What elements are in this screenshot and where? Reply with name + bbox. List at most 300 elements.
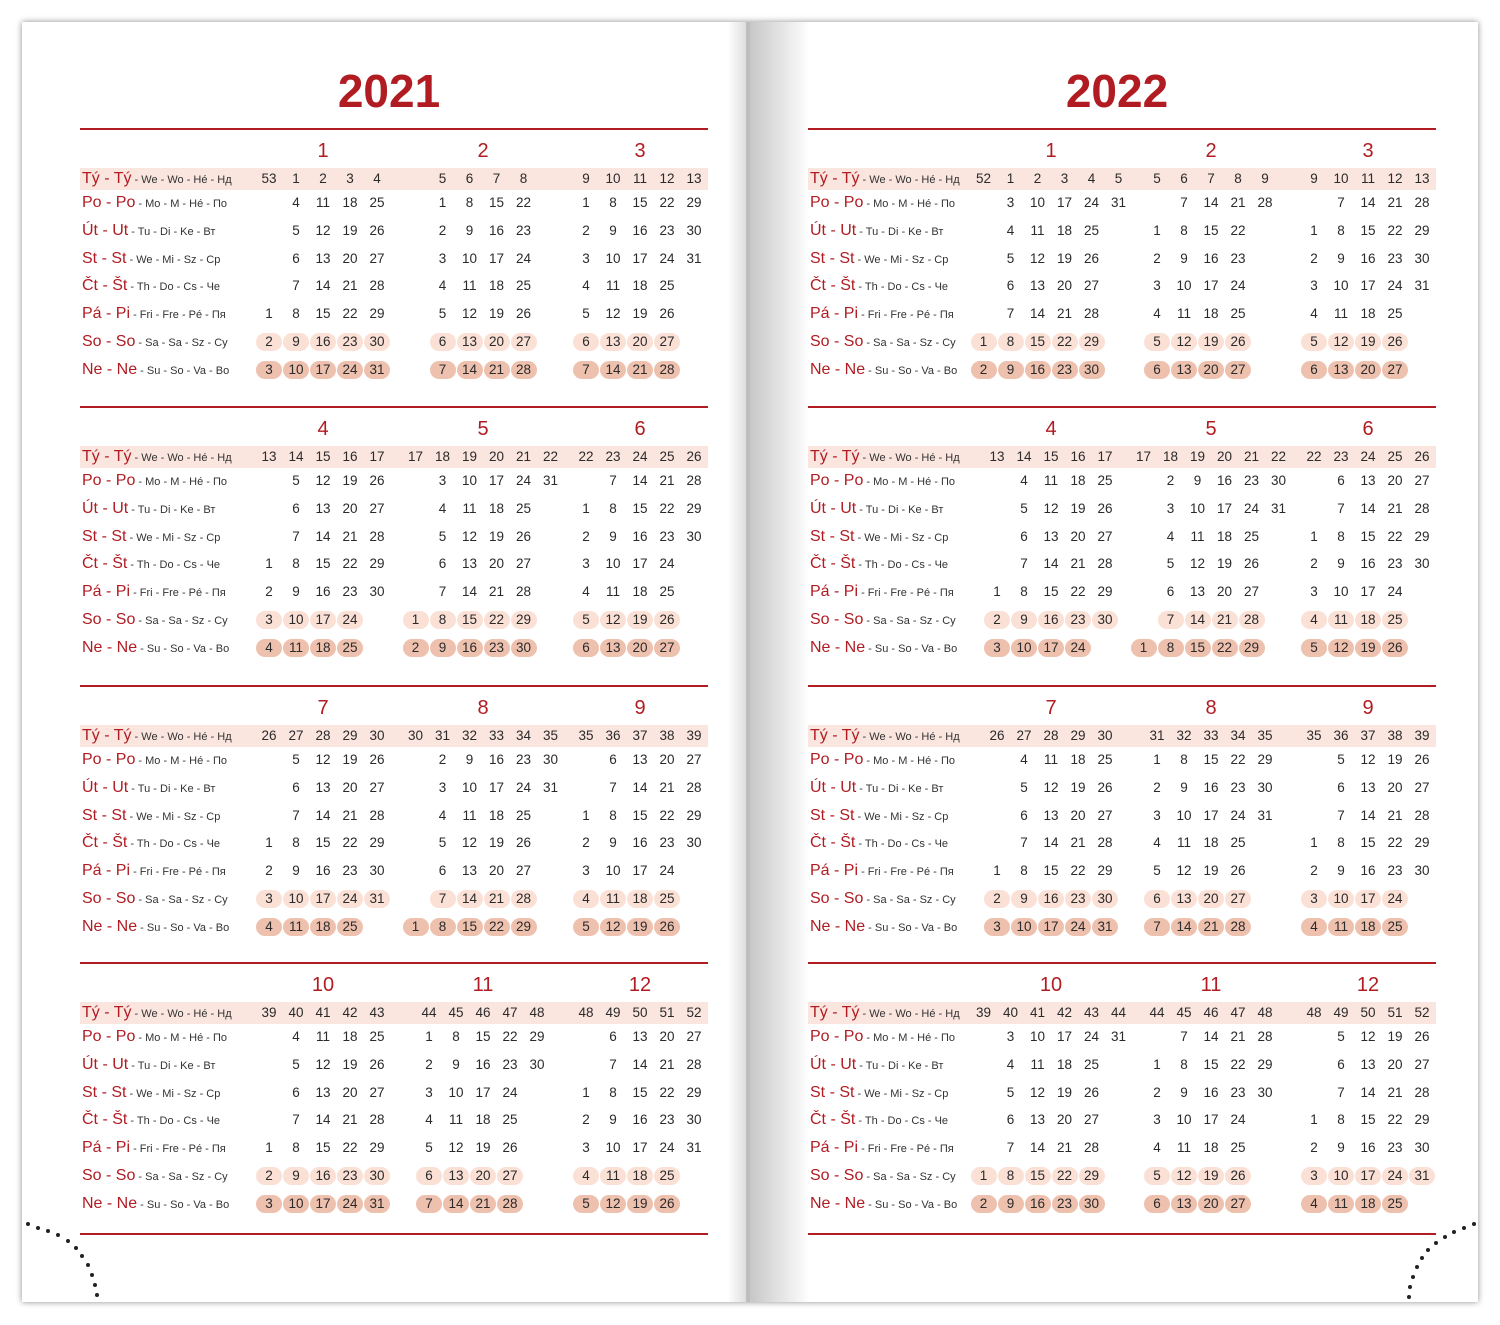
week-number: 16 bbox=[342, 449, 358, 464]
week-number: 17 bbox=[1135, 449, 1152, 464]
day-cell: 9 bbox=[452, 1057, 460, 1072]
label-primary: Tý - Tý bbox=[810, 448, 860, 465]
day-cell: 13 bbox=[1029, 278, 1046, 293]
week-row-label bbox=[810, 725, 960, 747]
day-cell: 10 bbox=[1176, 278, 1192, 293]
label-primary: Út - Ut bbox=[810, 1056, 857, 1073]
sunday-cell: 18 bbox=[1355, 1195, 1381, 1213]
sunday-cell: 26 bbox=[654, 918, 680, 936]
sunday-cell: 18 bbox=[1355, 918, 1381, 936]
day-cell: 24 bbox=[659, 1140, 675, 1155]
day-cell: 26 bbox=[1097, 501, 1113, 516]
day-cell: 31 bbox=[686, 251, 702, 266]
week-number: 15 bbox=[1043, 449, 1059, 464]
week-number: 7 bbox=[492, 171, 501, 186]
day-cell: 16 bbox=[632, 1112, 648, 1127]
day-cell: 13 bbox=[315, 780, 331, 795]
day-cell: 7 bbox=[1180, 195, 1188, 210]
label-secondary: - We - Wo - Hé - Нд bbox=[131, 1008, 232, 1020]
week-number: 25 bbox=[1387, 449, 1403, 464]
month-number: 1 bbox=[317, 140, 329, 162]
day-cell: 12 bbox=[1176, 863, 1192, 878]
day-cell: 30 bbox=[369, 863, 385, 878]
weekday-label bbox=[82, 1082, 220, 1104]
weekday-label bbox=[810, 1082, 948, 1104]
day-cell: 25 bbox=[659, 584, 675, 599]
week-number: 23 bbox=[605, 449, 621, 464]
label-secondary: - We - Wo - Hé - Нд bbox=[859, 452, 960, 464]
sunday-cell: 10 bbox=[283, 361, 309, 379]
weekday-label bbox=[810, 916, 957, 938]
label-primary: Tý - Tý bbox=[810, 1004, 860, 1021]
label-secondary: - We - Wo - Hé - Нд bbox=[131, 174, 232, 186]
day-cell: 23 bbox=[515, 223, 532, 238]
page-2022 bbox=[750, 22, 1478, 1302]
day-cell: 21 bbox=[342, 808, 358, 823]
day-cell: 29 bbox=[686, 808, 702, 823]
week-number: 43 bbox=[1083, 1005, 1100, 1020]
day-cell: 9 bbox=[465, 223, 474, 238]
day-cell: 3 bbox=[438, 251, 447, 266]
saturday-cell: 13 bbox=[600, 333, 626, 351]
week-number: 44 bbox=[421, 1005, 437, 1020]
saturday-cell: 20 bbox=[470, 1167, 496, 1185]
label-primary: Po - Po bbox=[810, 194, 864, 211]
day-cell: 7 bbox=[292, 529, 300, 544]
saturday-cell: 15 bbox=[457, 611, 483, 629]
label-secondary: - Tu - Di - Ke - Вт bbox=[856, 226, 944, 238]
day-cell: 13 bbox=[632, 752, 648, 767]
week-number: 33 bbox=[1203, 728, 1219, 743]
day-cell: 19 bbox=[1056, 251, 1073, 266]
day-cell: 13 bbox=[1029, 1112, 1046, 1127]
week-number: 32 bbox=[1176, 728, 1192, 743]
day-cell: 28 bbox=[1083, 306, 1100, 321]
day-cell: 8 bbox=[1180, 223, 1188, 238]
day-cell: 14 bbox=[315, 278, 331, 293]
sunday-cell: 15 bbox=[457, 918, 483, 936]
weekday-label bbox=[82, 1109, 220, 1131]
day-cell: 29 bbox=[369, 306, 385, 321]
day-cell: 13 bbox=[1360, 473, 1376, 488]
day-cell: 3 bbox=[582, 556, 590, 571]
day-cell: 18 bbox=[342, 195, 358, 210]
quarter-block bbox=[80, 685, 708, 965]
weekday-label bbox=[810, 805, 948, 827]
week-number: 26 bbox=[989, 728, 1005, 743]
sunday-cell: 21 bbox=[1198, 918, 1224, 936]
saturday-cell: 10 bbox=[1328, 890, 1354, 908]
sunday-cell: 13 bbox=[1171, 361, 1197, 379]
day-cell: 27 bbox=[1243, 584, 1260, 599]
sunday-cell: 12 bbox=[600, 918, 626, 936]
day-cell: 28 bbox=[369, 278, 385, 293]
saturday-cell: 1 bbox=[403, 611, 429, 629]
week-number: 19 bbox=[1189, 449, 1206, 464]
week-number: 6 bbox=[1180, 171, 1188, 186]
sunday-cell: 12 bbox=[1328, 639, 1354, 657]
day-cell: 22 bbox=[342, 306, 358, 321]
sunday-cell: 4 bbox=[1301, 918, 1327, 936]
week-number: 35 bbox=[542, 728, 559, 743]
day-cell: 16 bbox=[632, 529, 648, 544]
day-cell: 7 bbox=[1020, 835, 1028, 850]
day-cell: 28 bbox=[1257, 195, 1273, 210]
day-cell: 25 bbox=[369, 1029, 385, 1044]
day-cell: 1 bbox=[1153, 752, 1161, 767]
week-number: 9 bbox=[582, 171, 590, 186]
saturday-cell: 8 bbox=[998, 333, 1024, 351]
day-cell: 1 bbox=[582, 1085, 590, 1100]
week-number: 21 bbox=[515, 449, 532, 464]
week-number: 43 bbox=[369, 1005, 385, 1020]
day-cell: 6 bbox=[1006, 278, 1015, 293]
saturday-cell: 26 bbox=[1225, 333, 1251, 351]
week-number: 14 bbox=[1016, 449, 1032, 464]
saturday-cell: 19 bbox=[1198, 333, 1224, 351]
day-cell: 22 bbox=[1070, 584, 1086, 599]
day-cell: 25 bbox=[515, 808, 532, 823]
saturday-cell: 6 bbox=[1144, 890, 1170, 908]
day-cell: 16 bbox=[1203, 780, 1219, 795]
week-number: 45 bbox=[448, 1005, 464, 1020]
day-cell: 7 bbox=[1337, 195, 1345, 210]
day-cell: 16 bbox=[1360, 556, 1376, 571]
weekday-label bbox=[810, 749, 955, 771]
decorative-dot bbox=[1407, 1295, 1411, 1299]
day-cell: 11 bbox=[1030, 223, 1045, 238]
day-cell: 8 bbox=[1337, 1112, 1345, 1127]
day-cell: 16 bbox=[488, 752, 505, 767]
day-cell: 8 bbox=[1337, 223, 1345, 238]
day-cell: 25 bbox=[1097, 473, 1113, 488]
day-cell: 13 bbox=[315, 1085, 331, 1100]
sunday-cell: 12 bbox=[600, 1195, 626, 1213]
decorative-dot bbox=[1452, 1230, 1456, 1234]
day-cell: 15 bbox=[1043, 584, 1059, 599]
label-secondary: - Fri - Fre - Pé - Пя bbox=[858, 866, 954, 878]
sunday-cell: 20 bbox=[1198, 361, 1224, 379]
day-cell: 10 bbox=[1333, 278, 1349, 293]
saturday-cell: 17 bbox=[1355, 890, 1381, 908]
sunday-cell: 28 bbox=[654, 361, 680, 379]
day-cell: 24 bbox=[1230, 278, 1246, 293]
weekday-label bbox=[82, 192, 227, 214]
month-number: 7 bbox=[317, 697, 329, 719]
weekday-label bbox=[82, 470, 227, 492]
sunday-cell: 13 bbox=[600, 639, 626, 657]
day-cell: 27 bbox=[686, 1029, 702, 1044]
label-primary: Pá - Pi bbox=[82, 583, 131, 600]
saturday-cell: 6 bbox=[430, 333, 456, 351]
day-cell: 3 bbox=[1310, 584, 1318, 599]
day-cell: 30 bbox=[1257, 780, 1273, 795]
day-cell: 8 bbox=[1180, 752, 1188, 767]
sunday-cell: 14 bbox=[443, 1195, 469, 1213]
week-number: 41 bbox=[1029, 1005, 1046, 1020]
label-primary: Pá - Pi bbox=[810, 583, 859, 600]
label-primary: Po - Po bbox=[810, 1028, 864, 1045]
label-primary: Út - Ut bbox=[810, 779, 857, 796]
day-cell: 16 bbox=[632, 223, 648, 238]
sunday-cell: 3 bbox=[256, 1195, 282, 1213]
day-cell: 15 bbox=[315, 1140, 331, 1155]
day-cell: 6 bbox=[1006, 1112, 1015, 1127]
label-primary: So - So bbox=[810, 1167, 864, 1184]
sunday-cell: 3 bbox=[256, 361, 282, 379]
week-number: 49 bbox=[1333, 1005, 1349, 1020]
day-cell: 20 bbox=[342, 780, 358, 795]
saturday-cell: 15 bbox=[1025, 1167, 1051, 1185]
day-cell: 6 bbox=[1166, 584, 1175, 599]
day-cell: 24 bbox=[1243, 501, 1260, 516]
saturday-cell: 1 bbox=[971, 333, 997, 351]
day-cell: 14 bbox=[1360, 1085, 1376, 1100]
saturday-cell: 1 bbox=[971, 1167, 997, 1185]
label-primary: Pá - Pi bbox=[810, 862, 859, 879]
day-cell: 10 bbox=[605, 863, 621, 878]
day-cell: 16 bbox=[1216, 473, 1233, 488]
day-cell: 15 bbox=[488, 195, 505, 210]
day-cell: 28 bbox=[369, 808, 385, 823]
day-cell: 18 bbox=[1056, 223, 1073, 238]
day-cell: 19 bbox=[632, 306, 648, 321]
label-secondary: - Mo - M - Hé - По bbox=[863, 198, 955, 210]
day-cell: 8 bbox=[292, 306, 300, 321]
day-cell: 21 bbox=[1387, 195, 1403, 210]
label-primary: St - St bbox=[82, 807, 127, 824]
day-cell: 22 bbox=[1070, 863, 1086, 878]
day-cell: 2 bbox=[1310, 251, 1318, 266]
day-cell: 1 bbox=[1310, 529, 1318, 544]
day-cell: 23 bbox=[1230, 780, 1246, 795]
day-cell: 10 bbox=[1029, 195, 1046, 210]
label-secondary: - Fri - Fre - Pé - Пя bbox=[858, 1143, 954, 1155]
label-primary: St - St bbox=[810, 1084, 855, 1101]
weekday-label bbox=[810, 470, 955, 492]
week-number: 5 bbox=[1114, 171, 1123, 186]
page-2021 bbox=[22, 22, 750, 1302]
saturday-cell: 20 bbox=[1198, 890, 1224, 908]
week-number: 45 bbox=[1176, 1005, 1192, 1020]
day-cell: 2 bbox=[425, 1057, 433, 1072]
sunday-cell: 25 bbox=[337, 639, 363, 657]
day-cell: 16 bbox=[315, 584, 331, 599]
decorative-dot bbox=[1434, 1241, 1438, 1245]
label-primary: Čt - Št bbox=[82, 1111, 128, 1128]
label-secondary: - Th - Do - Cs - Че bbox=[855, 838, 949, 850]
week-number: 26 bbox=[686, 449, 702, 464]
day-cell: 9 bbox=[609, 223, 617, 238]
day-cell: 20 bbox=[342, 501, 358, 516]
day-cell: 23 bbox=[342, 584, 358, 599]
label-secondary: - Su - So - Va - Во bbox=[137, 643, 230, 655]
label-secondary: - Sa - Sa - Sz - Су bbox=[863, 894, 956, 906]
sunday-cell: 14 bbox=[457, 361, 483, 379]
day-cell: 5 bbox=[438, 306, 447, 321]
day-cell: 21 bbox=[1387, 1085, 1403, 1100]
day-cell: 16 bbox=[1360, 1140, 1376, 1155]
day-cell: 24 bbox=[1083, 195, 1100, 210]
day-cell: 4 bbox=[1006, 1057, 1015, 1072]
saturday-cell: 25 bbox=[1382, 611, 1408, 629]
weekday-label bbox=[810, 609, 956, 631]
sunday-cell: 11 bbox=[1328, 1195, 1354, 1213]
day-cell: 7 bbox=[609, 473, 617, 488]
month-number: 12 bbox=[1356, 974, 1380, 996]
saturday-cell: 26 bbox=[1382, 333, 1408, 351]
day-cell: 8 bbox=[1337, 529, 1345, 544]
week-number: 48 bbox=[529, 1005, 545, 1020]
label-secondary: - Tu - Di - Ke - Вт bbox=[128, 226, 216, 238]
label-secondary: - Fri - Fre - Pé - Пя bbox=[858, 587, 954, 599]
day-cell: 13 bbox=[461, 556, 478, 571]
day-cell: 26 bbox=[1083, 1085, 1100, 1100]
week-number: 48 bbox=[578, 1005, 594, 1020]
week-number: 28 bbox=[315, 728, 331, 743]
weekday-label bbox=[810, 1109, 948, 1131]
week-number: 47 bbox=[502, 1005, 518, 1020]
day-cell: 13 bbox=[632, 1029, 648, 1044]
month-number: 6 bbox=[1362, 418, 1374, 440]
day-cell: 4 bbox=[582, 278, 590, 293]
day-cell: 19 bbox=[488, 529, 505, 544]
week-number: 6 bbox=[465, 171, 474, 186]
sunday-cell: 1 bbox=[403, 918, 429, 936]
day-cell: 28 bbox=[1414, 195, 1430, 210]
divider-line bbox=[80, 406, 708, 408]
sunday-cell: 7 bbox=[430, 361, 456, 379]
saturday-cell: 6 bbox=[416, 1167, 442, 1185]
day-cell: 31 bbox=[542, 780, 559, 795]
day-cell: 4 bbox=[582, 584, 590, 599]
day-cell: 12 bbox=[1029, 1085, 1046, 1100]
saturday-cell: 22 bbox=[1052, 1167, 1078, 1185]
day-cell: 3 bbox=[1006, 195, 1015, 210]
day-cell: 27 bbox=[1414, 473, 1430, 488]
day-cell: 13 bbox=[1043, 808, 1059, 823]
saturday-cell: 12 bbox=[600, 611, 626, 629]
day-cell: 11 bbox=[1030, 1057, 1045, 1072]
day-cell: 15 bbox=[1360, 1112, 1376, 1127]
decorative-dot bbox=[1462, 1226, 1466, 1230]
label-primary: Po - Po bbox=[810, 472, 864, 489]
day-cell: 19 bbox=[488, 306, 505, 321]
day-cell: 15 bbox=[632, 808, 648, 823]
week-number: 10 bbox=[1333, 171, 1349, 186]
day-cell: 8 bbox=[609, 808, 617, 823]
label-secondary: - Sa - Sa - Sz - Су bbox=[863, 615, 956, 627]
sunday-cell: 24 bbox=[1065, 639, 1091, 657]
saturday-cell: 26 bbox=[1225, 1167, 1251, 1185]
day-cell: 2 bbox=[438, 223, 447, 238]
day-cell: 29 bbox=[1414, 223, 1430, 238]
day-cell: 26 bbox=[1414, 1029, 1430, 1044]
day-cell: 27 bbox=[515, 863, 532, 878]
day-cell: 14 bbox=[632, 473, 648, 488]
day-cell: 8 bbox=[465, 195, 474, 210]
day-cell: 8 bbox=[1020, 584, 1028, 599]
label-primary: Tý - Tý bbox=[810, 727, 860, 744]
label-primary: Čt - Št bbox=[82, 277, 128, 294]
day-cell: 15 bbox=[632, 501, 648, 516]
day-cell: 3 bbox=[582, 1140, 590, 1155]
label-secondary: - We - Mi - Sz - Ср bbox=[126, 254, 221, 266]
day-cell: 27 bbox=[686, 752, 702, 767]
sunday-cell: 24 bbox=[337, 1195, 363, 1213]
week-number: 34 bbox=[515, 728, 532, 743]
sunday-cell: 17 bbox=[310, 361, 336, 379]
day-cell: 20 bbox=[1056, 1112, 1073, 1127]
week-number: 5 bbox=[438, 171, 447, 186]
day-cell: 9 bbox=[1337, 556, 1345, 571]
day-cell: 10 bbox=[1029, 1029, 1046, 1044]
saturday-cell: 19 bbox=[1198, 1167, 1224, 1185]
day-cell: 8 bbox=[292, 556, 300, 571]
week-number: 46 bbox=[475, 1005, 491, 1020]
week-number: 22 bbox=[1306, 449, 1322, 464]
week-number: 11 bbox=[632, 171, 647, 186]
week-number: 37 bbox=[1360, 728, 1376, 743]
day-cell: 27 bbox=[369, 501, 385, 516]
label-secondary: - We - Mi - Sz - Ср bbox=[854, 1088, 949, 1100]
saturday-cell: 24 bbox=[1382, 1167, 1408, 1185]
saturday-cell: 13 bbox=[457, 333, 483, 351]
label-primary: Tý - Tý bbox=[82, 170, 132, 187]
day-cell: 11 bbox=[315, 1029, 330, 1044]
day-cell: 25 bbox=[515, 278, 532, 293]
quarter-block bbox=[80, 962, 708, 1242]
day-cell: 23 bbox=[1387, 1140, 1403, 1155]
day-cell: 16 bbox=[1360, 251, 1376, 266]
decorative-dot bbox=[86, 1263, 90, 1267]
label-secondary: - We - Wo - Hé - Нд bbox=[131, 452, 232, 464]
saturday-cell: 2 bbox=[256, 333, 282, 351]
day-cell: 3 bbox=[1310, 278, 1318, 293]
day-cell: 12 bbox=[315, 1057, 331, 1072]
week-number: 35 bbox=[578, 728, 594, 743]
day-cell: 1 bbox=[425, 1029, 433, 1044]
week-number: 39 bbox=[261, 1005, 277, 1020]
day-cell: 15 bbox=[475, 1029, 491, 1044]
day-cell: 21 bbox=[1056, 1140, 1073, 1155]
day-cell: 28 bbox=[1097, 556, 1113, 571]
month-number: 9 bbox=[1362, 697, 1374, 719]
label-primary: Út - Ut bbox=[810, 222, 857, 239]
label-secondary: - Th - Do - Cs - Че bbox=[855, 1115, 949, 1127]
saturday-cell: 3 bbox=[1301, 890, 1327, 908]
label-secondary: - Mo - M - Hé - По bbox=[135, 1032, 227, 1044]
sunday-cell: 11 bbox=[283, 918, 309, 936]
week-number: 53 bbox=[261, 171, 277, 186]
day-cell: 28 bbox=[1257, 1029, 1273, 1044]
week-number: 4 bbox=[373, 171, 381, 186]
day-cell: 1 bbox=[582, 808, 590, 823]
sunday-cell: 4 bbox=[256, 918, 282, 936]
week-number: 22 bbox=[1270, 449, 1287, 464]
label-secondary: - Mo - M - Hé - По bbox=[135, 476, 227, 488]
day-cell: 14 bbox=[632, 1057, 648, 1072]
month-number: 12 bbox=[628, 974, 652, 996]
day-cell: 26 bbox=[1230, 863, 1246, 878]
day-cell: 15 bbox=[1360, 835, 1376, 850]
day-cell: 21 bbox=[342, 1112, 358, 1127]
day-cell: 10 bbox=[448, 1085, 464, 1100]
sunday-cell: 27 bbox=[1382, 361, 1408, 379]
week-number: 30 bbox=[369, 728, 385, 743]
day-cell: 27 bbox=[1097, 808, 1113, 823]
label-primary: Tý - Tý bbox=[82, 727, 132, 744]
